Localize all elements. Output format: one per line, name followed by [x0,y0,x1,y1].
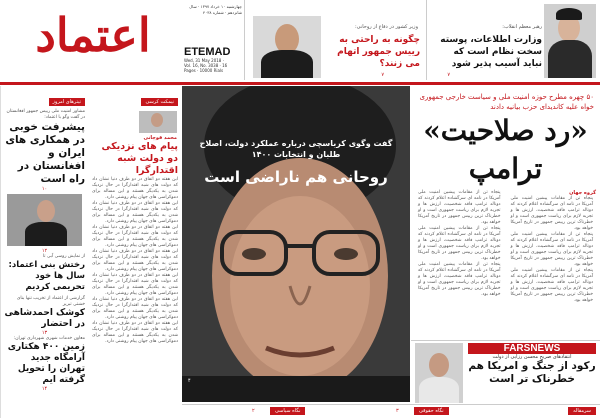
newspaper-logo: اعتماد [35,8,151,62]
page-number: ۷ [381,72,384,78]
left-column [0,86,88,418]
lead-title-line1: «رد صلاحیت» [423,114,588,147]
cover-title[interactable]: روحانی هم ناراضی است [204,168,388,186]
editorial-body-continued: این هفته دو اتفاق در دو طرف دنیا نشان داد که دولت های شبه اقتدارگرا در حال نزدیک شدن به یکدیگر هستند و این مساله برای دموکراسی های جهان پیام روشنی دارد. [92,273,178,296]
lead-body-column2: پنجاه تن از مقامات پیشین امنیت ملی آمریکا در نامه ای سرگشاده اعلام کردند که دونالد ترامپ فاقد شخصیت، ارزش ها و تجربه لازم برای ریاست جمهوری است و او خطرناک ترین رییس جمهور در تاریخ آمریکا خواهد بود. [418,262,501,297]
fars-title[interactable]: رکود از جنگ و امریکا هم خطرناک تر است [468,360,596,385]
news-title[interactable]: رختش بنی اعتماد: سال ها خود تحریمی کردیم [8,260,85,292]
page-number: ۴ [188,378,191,384]
fars-news-logo: FARSNEWS [468,343,596,354]
lead-story [411,86,600,418]
lead-kicker: ۵۰ چهره مطرح حوزه امنیت ملی و سیاست خارجی جمهوری خواه علیه کاندیدای حزب بیانیه دادند [419,93,594,111]
footer-tag-politics[interactable]: نگاه سیاسی [270,407,305,415]
cover-photo[interactable] [182,86,410,402]
footer-strip [182,404,600,418]
headline-box-minister[interactable] [244,0,424,80]
brand-name-english: ETEMAD [184,46,231,58]
editorial-body: این هفته دو اتفاق در دو طرف دنیا نشان داد که دولت های شبه اقتدارگرا در حال نزدیک شدن به یکدیگر هستند و این مساله برای دموکراسی های جهان پیام روشنی دارد. [92,177,178,200]
news-photo [7,194,82,246]
lead-title-line2: ترامپ [468,152,543,185]
section-tag: تیترهای امروز [49,98,86,106]
fars-news-box[interactable] [411,340,600,404]
minister-photo [253,16,321,78]
leader-photo [544,4,596,78]
news-kicker: مشاور امنیت ملی رییس جمهور افغانستان در گفت وگو با اعتماد: [6,109,85,120]
editorial-title[interactable]: پیام های نزدیکی دو دولت شبه اقتدارگرا [101,141,178,176]
page-number: ۱۳ [41,330,48,336]
news-title[interactable]: زمین ۴۰۰ هکتاری آرامگاه جدید تهران را تحویل گرفته ایم [7,342,85,385]
fars-kicker: انتقادهای صریح محسن رزایی از دولت [492,354,572,360]
news-title[interactable]: پیشرفت خوبی در همکاری های ایران و افغانستان در راه است [5,121,85,185]
lead-body-continued: پنجاه تن از مقامات پیشین امنیت ملی آمریکا در نامه ای سرگشاده اعلام کردند که دونالد ترامپ فاقد شخصیت، ارزش ها و تجربه لازم برای ریاست جمهوری است و او خطرناک ترین رییس جمهور در تاریخ آمریکا خواهد بود. [510,232,593,267]
lead-title[interactable] [411,112,600,188]
headline-kicker: وزیر کشور در دفاع از روحانی: [354,24,418,30]
editorial-body-continued: این هفته دو اتفاق در دو طرف دنیا نشان داد که دولت های شبه اقتدارگرا در حال نزدیک شدن به یکدیگر هستند و این مساله برای دموکراسی های جهان پیام روشنی دارد. [92,225,178,248]
issue-date: چهارشنبه ۱۰ خرداد ۱۳۹۷ · سال شانزدهم · شماره ۴۰۳۸ [189,4,242,15]
editorial-column [89,86,181,418]
page-number: ۱۰ [41,186,48,192]
headline-title: چگونه به راحتی به رییس جمهور اتهام می زنند؟ [337,35,420,69]
rezaei-photo [415,343,463,403]
lead-body: پنجاه تن از مقامات پیشین امنیت ملی آمریکا در نامه ای سرگشاده اعلام کردند که دونالد ترامپ فاقد شخصیت، ارزش ها و تجربه لازم برای ریاست جمهوری است و او خطرناک ترین رییس جمهور در تاریخ آمریکا خواهد بود. [510,196,593,231]
lead-body-column2: پنجاه تن از مقامات پیشین امنیت ملی آمریکا در نامه ای سرگشاده اعلام کردند که دونالد ترامپ فاقد شخصیت، ارزش ها و تجربه لازم برای ریاست جمهوری است و او خطرناک ترین رییس جمهور در تاریخ آمریکا خواهد بود. [418,226,501,261]
page-number: ۷ [447,72,450,78]
page-number: ۳ [396,408,399,414]
headline-kicker: رهبر معظم انقلاب: [502,24,542,30]
headline-title: وزارت اطلاعات، پوسته سخت نظام است که نباید آسیب پذیر شود [440,35,542,69]
issue-info: Wed, 31 May 2018 · Vol. 16, No. 3038 · 16 Pages · 10000 Rials [184,58,228,73]
cover-kicker: گفت وگوی کرباسچی درباره عملکرد دولت، اصلاح طلبان و انتخابات ۱۴۰۰ [199,139,393,159]
footer-tag-legal[interactable]: نگاه حقوقی [414,407,449,415]
lead-body-continued: پنجاه تن از مقامات پیشین امنیت ملی آمریکا در نامه ای سرگشاده اعلام کردند که دونالد ترامپ فاقد شخصیت، ارزش ها و تجربه لازم برای ریاست جمهوری است و او خطرناک ترین رییس جمهور در تاریخ آمریکا خواهد بود. [510,268,593,303]
news-kicker: معاون خدمات شهری شهرداری تهران: [13,336,85,341]
columnist-photo [139,111,177,133]
byline: محمد قوچانی [143,135,177,141]
portrait-illustration [182,86,410,402]
news-kicker: گزارشی از اعتماد از تخریب تنها بنای خشتی تبریز [16,296,85,307]
news-kicker: از نمایش روسی آبی تا [42,254,85,259]
page-number: ۱۲ [41,248,48,254]
editorial-body-continued: این هفته دو اتفاق در دو طرف دنیا نشان داد که دولت های شبه اقتدارگرا در حال نزدیک شدن به یکدیگر هستند و این مساله برای دموکراسی های جهان پیام روشنی دارد. [92,201,178,224]
news-title[interactable]: کوشک احمدشاهی در احتضار [4,308,85,329]
masthead-rule [0,82,600,85]
page-number: ۱۴ [41,386,48,392]
footer-tag-editorial[interactable]: سرمقاله [568,407,596,415]
lead-body-column2: پنجاه تن از مقامات پیشین امنیت ملی آمریکا در نامه ای سرگشاده اعلام کردند که دونالد ترامپ فاقد شخصیت، ارزش ها و تجربه لازم برای ریاست جمهوری است و او خطرناک ترین رییس جمهور در تاریخ آمریکا خواهد بود. [418,190,501,225]
editorial-body-continued: این هفته دو اتفاق در دو طرف دنیا نشان داد که دولت های شبه اقتدارگرا در حال نزدیک شدن به یکدیگر هستند و این مساله برای دموکراسی های جهان پیام روشنی دارد. [92,321,178,344]
editorial-body-continued: این هفته دو اتفاق در دو طرف دنیا نشان داد که دولت های شبه اقتدارگرا در حال نزدیک شدن به یکدیگر هستند و این مساله برای دموکراسی های جهان پیام روشنی دارد. [92,297,178,320]
section-tag: نیمکت کرسی [141,98,178,106]
editorial-body-continued: این هفته دو اتفاق در دو طرف دنیا نشان داد که دولت های شبه اقتدارگرا در حال نزدیک شدن به یکدیگر هستند و این مساله برای دموکراسی های جهان پیام روشنی دارد. [92,249,178,272]
page-number: ۲ [252,408,255,414]
headline-box-leader[interactable] [426,0,600,80]
section-tag: گروه جهان [569,190,596,196]
